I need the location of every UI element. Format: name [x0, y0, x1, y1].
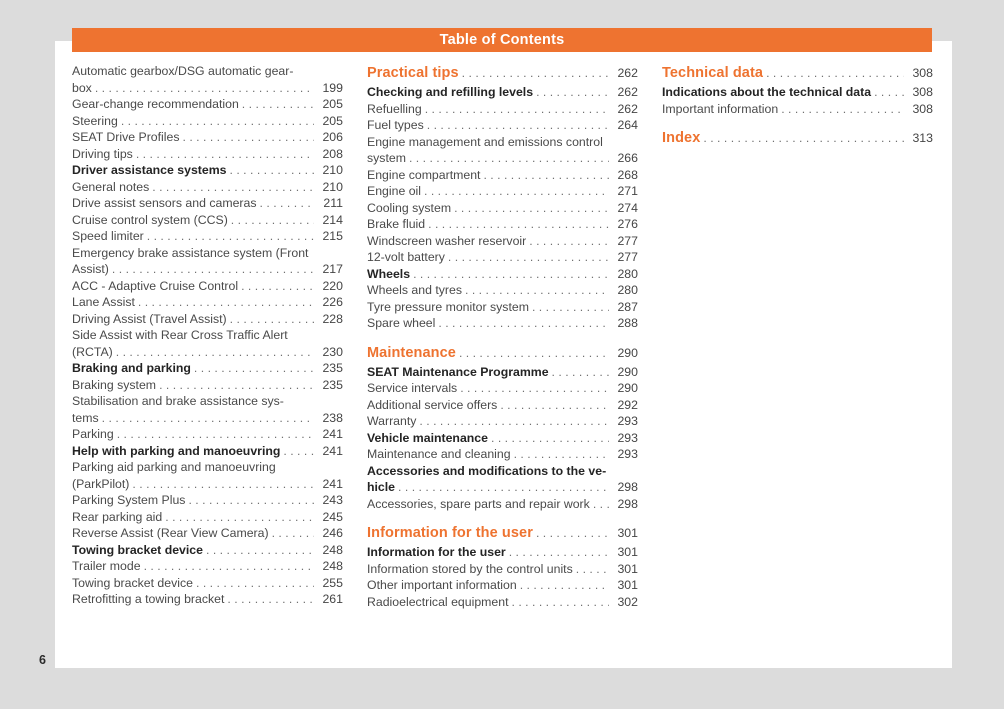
dot-leader [576, 561, 609, 578]
toc-entry-page-number: 264 [617, 118, 638, 132]
toc-entry-page-number: 302 [617, 594, 638, 609]
dot-leader [196, 575, 314, 592]
toc-entry [367, 430, 638, 447]
toc-entry [72, 459, 343, 492]
toc-entry-label: Braking system [72, 377, 157, 392]
toc-entry-label: Towing bracket device [72, 542, 203, 557]
dot-leader [427, 117, 609, 134]
toc-entry [367, 249, 638, 266]
toc-entry-page-number: 301 [617, 526, 638, 540]
toc-entry-label: Accessories, spare parts and repair work [367, 496, 590, 511]
toc-entry-label: Drive assist sensors and cameras [72, 196, 257, 210]
dot-leader [144, 558, 314, 575]
toc-entry-page-number: 226 [322, 295, 343, 309]
toc-entry [367, 397, 638, 414]
toc-entry-label: Assist) [72, 262, 109, 276]
toc-entry [367, 200, 638, 217]
toc-entry [72, 542, 343, 559]
toc-entry [72, 575, 343, 592]
toc-entry-page-number: 262 [617, 101, 638, 116]
toc-entry [367, 544, 638, 561]
dot-leader [102, 410, 314, 427]
toc-entry-label: Checking and refilling levels [367, 85, 534, 99]
toc-entry-label: SEAT Maintenance Programme [367, 364, 549, 379]
toc-header-bar [72, 28, 932, 52]
toc-entry-label: Index [662, 130, 701, 146]
page-number: 6 [39, 653, 46, 667]
toc-entry [72, 179, 343, 196]
toc-entry-label: Braking and parking [72, 361, 191, 375]
toc-entry-label: Driving tips [72, 146, 133, 161]
toc-entry-page-number: 248 [322, 542, 343, 557]
toc-entry-label: Parking [72, 427, 114, 441]
toc-entry-label: Lane Assist [72, 295, 135, 309]
toc-entry-page-number: 271 [617, 184, 638, 198]
toc-entry-page-number: 243 [322, 493, 343, 507]
toc-entry [367, 216, 638, 233]
dot-leader [121, 113, 314, 130]
dot-leader [242, 96, 314, 113]
toc-entry [72, 129, 343, 146]
toc-entry [367, 315, 638, 332]
toc-entry-page-number: 298 [617, 496, 638, 511]
toc-entry-label: Wheels [367, 266, 411, 281]
dot-leader [398, 479, 609, 496]
toc-entry [367, 167, 638, 184]
toc-entry [72, 245, 343, 278]
toc-entry [367, 413, 638, 430]
toc-entry-label: 12-volt battery [367, 250, 445, 264]
toc-section-heading [662, 63, 933, 84]
toc-entry [662, 84, 933, 101]
toc-entry-label: Towing bracket device [72, 575, 193, 590]
toc-section-heading [367, 63, 638, 84]
toc-column-2 [367, 63, 638, 610]
toc-entry-label: Speed limiter [72, 229, 144, 243]
toc-column-1 [72, 63, 343, 608]
toc-entry-label: system [367, 151, 406, 165]
toc-entry-label-line1: Emergency brake assistance system (Front [72, 245, 309, 260]
toc-entry [72, 327, 343, 360]
toc-entry-label: Important information [662, 101, 779, 116]
toc-entry [367, 233, 638, 250]
dot-leader [159, 377, 314, 394]
dot-leader [230, 311, 314, 328]
toc-entry [72, 360, 343, 377]
dot-leader [529, 233, 609, 250]
dot-leader [283, 443, 314, 460]
toc-entry-page-number: 280 [617, 283, 638, 297]
toc-entry [367, 84, 638, 101]
dot-leader [514, 446, 609, 463]
dot-leader [703, 128, 904, 149]
toc-entry-page-number: 308 [912, 85, 933, 99]
toc-entry [72, 195, 343, 212]
dot-leader [491, 430, 609, 447]
toc-entry [72, 509, 343, 526]
toc-entry-page-number: 280 [617, 266, 638, 281]
toc-entry-page-number: 266 [617, 151, 638, 165]
toc-entry-label: Technical data [662, 65, 764, 81]
toc-entry-page-number: 241 [322, 443, 343, 458]
toc-entry-label: Help with parking and manoeuvring [72, 443, 281, 458]
dot-leader [552, 364, 609, 381]
dot-leader [509, 544, 609, 561]
dot-leader [460, 380, 609, 397]
dot-leader [116, 344, 314, 361]
toc-entry [72, 492, 343, 509]
toc-entry-label-line1: Automatic gearbox/DSG automatic gear- [72, 64, 294, 78]
toc-entry-label: SEAT Drive Profiles [72, 130, 180, 144]
toc-entry-label: hicle [367, 480, 396, 494]
dot-leader [136, 146, 314, 163]
toc-entry [367, 561, 638, 578]
toc-entry-label: Brake fluid [367, 217, 426, 231]
toc-entry-page-number: 268 [617, 167, 638, 182]
toc-entry-page-number: 293 [617, 414, 638, 428]
toc-entry-page-number: 210 [322, 163, 343, 177]
toc-entry [367, 577, 638, 594]
toc-entry-page-number: 205 [322, 113, 343, 128]
toc-entry [72, 228, 343, 245]
toc-entry [367, 364, 638, 381]
toc-entry-page-number: 245 [322, 509, 343, 524]
toc-entry-label: Other important information [367, 578, 517, 592]
toc-entry-page-number: 238 [322, 410, 343, 425]
toc-entry-page-number: 290 [617, 345, 638, 360]
dot-leader [117, 426, 314, 443]
toc-entry-label: Engine oil [367, 184, 422, 198]
toc-entry-label: Driver assistance systems [72, 163, 227, 177]
toc-entry-page-number: 208 [322, 146, 343, 161]
toc-entry [367, 266, 638, 283]
toc-entry-label: Spare wheel [367, 316, 436, 330]
toc-entry-label: Reverse Assist (Rear View Camera) [72, 526, 269, 540]
toc-entry-page-number: 199 [322, 80, 343, 95]
toc-entry-page-number: 287 [617, 299, 638, 314]
dot-leader [165, 509, 314, 526]
dot-leader [409, 150, 609, 167]
toc-entry [72, 393, 343, 426]
dot-leader [260, 195, 314, 212]
dot-leader [520, 577, 609, 594]
toc-entry [367, 101, 638, 118]
toc-entry-label: Refuelling [367, 101, 422, 116]
toc-entry-label: Rear parking aid [72, 509, 163, 524]
toc-entry [72, 113, 343, 130]
toc-entry-label: Fuel types [367, 118, 424, 132]
toc-entry-page-number: 298 [617, 480, 638, 494]
dot-leader [454, 200, 609, 217]
toc-entry [367, 117, 638, 134]
toc-entry-page-number: 248 [322, 559, 343, 573]
toc-entry-label: Information for the user [367, 525, 533, 541]
dot-leader [147, 228, 314, 245]
toc-entry [662, 101, 933, 118]
toc-entry [72, 294, 343, 311]
dot-leader [532, 299, 609, 316]
toc-entry-page-number: 293 [617, 447, 638, 461]
toc-entry-label: tems [72, 410, 99, 425]
toc-entry-label: Driving Assist (Travel Assist) [72, 311, 227, 326]
toc-entry-page-number: 206 [322, 130, 343, 144]
toc-entry-label: Gear-change recommendation [72, 97, 239, 111]
dot-leader [438, 315, 609, 332]
toc-entry-page-number: 288 [617, 316, 638, 330]
toc-entry-page-number: 241 [322, 476, 343, 491]
toc-entry-page-number: 293 [617, 430, 638, 445]
toc-entry-label-line1: Engine management and emissions control [367, 134, 603, 149]
toc-entry-page-number: 276 [617, 217, 638, 231]
dot-leader [536, 84, 609, 101]
toc-entry-page-number: 220 [322, 278, 343, 293]
toc-entry-label-line1: Accessories and modifications to the ve- [367, 463, 607, 478]
toc-entry-label: Cooling system [367, 200, 452, 215]
toc-entry-label: Wheels and tyres [367, 283, 463, 297]
toc-entry-label: Tyre pressure monitor system [367, 299, 529, 314]
toc-entry-page-number: 228 [322, 311, 343, 326]
toc-entry [72, 311, 343, 328]
toc-entry-page-number: 313 [912, 131, 933, 145]
toc-entry-label: General notes [72, 179, 150, 194]
toc-entry-label: box [72, 80, 92, 95]
toc-entry-label: Trailer mode [72, 559, 141, 573]
toc-entry-label: Indications about the technical data [662, 85, 872, 99]
toc-entry-label: ACC - Adaptive Cruise Control [72, 278, 239, 293]
dot-leader [230, 162, 315, 179]
dot-leader [536, 523, 609, 544]
dot-leader [459, 343, 609, 364]
dot-leader [132, 476, 314, 493]
toc-entry-page-number: 301 [617, 578, 638, 592]
dot-leader [424, 183, 609, 200]
dot-leader [413, 266, 609, 283]
dot-leader [183, 129, 314, 146]
toc-entry-label: Vehicle maintenance [367, 430, 488, 445]
toc-entry-label: Information stored by the control units [367, 561, 573, 576]
toc-entry-page-number: 292 [617, 397, 638, 412]
toc-entry-page-number: 205 [322, 97, 343, 111]
toc-entry [72, 558, 343, 575]
toc-entry-page-number: 210 [322, 179, 343, 194]
dot-leader [272, 525, 314, 542]
toc-entry [72, 426, 343, 443]
toc-entry-page-number: 308 [912, 101, 933, 116]
toc-entry-page-number: 301 [617, 561, 638, 576]
toc-entry [367, 183, 638, 200]
toc-entry-page-number: 290 [617, 364, 638, 379]
toc-entry-label: Retrofitting a towing bracket [72, 592, 225, 606]
toc-entry-page-number: 246 [322, 526, 343, 540]
dot-leader [512, 594, 610, 611]
dot-leader [138, 294, 314, 311]
dot-leader [462, 63, 609, 84]
toc-entry-label: Service intervals [367, 381, 458, 395]
toc-entry-page-number: 274 [617, 200, 638, 215]
dot-leader [448, 249, 609, 266]
toc-entry-page-number: 217 [322, 262, 343, 276]
toc-entry-label-line1: Parking aid parking and manoeuvring [72, 460, 276, 474]
toc-entry [72, 591, 343, 608]
toc-entry [72, 525, 343, 542]
dot-leader [231, 212, 314, 229]
dot-leader [419, 413, 609, 430]
toc-entry-label-line1: Side Assist with Rear Cross Traffic Alert [72, 328, 288, 342]
toc-entry-label-line1: Stabilisation and brake assistance sys- [72, 394, 284, 408]
dot-leader [428, 216, 609, 233]
toc-entry [72, 278, 343, 295]
dot-leader [500, 397, 609, 414]
toc-entry-label: Maintenance and cleaning [367, 447, 511, 461]
dot-leader [593, 496, 609, 513]
toc-entry-page-number: 277 [617, 233, 638, 248]
toc-title: Table of Contents [439, 32, 565, 48]
toc-entry-page-number: 290 [617, 381, 638, 395]
toc-entry [367, 282, 638, 299]
dot-leader [206, 542, 314, 559]
toc-entry [367, 446, 638, 463]
toc-entry-page-number: 255 [322, 575, 343, 590]
toc-entry-page-number: 211 [323, 196, 343, 210]
toc-section-heading [367, 343, 638, 364]
dot-leader [112, 261, 314, 278]
toc-entry-label: Information for the user [367, 545, 506, 559]
toc-entry-page-number: 241 [322, 427, 343, 441]
toc-entry [72, 212, 343, 229]
toc-entry-label: (ParkPilot) [72, 476, 130, 491]
toc-entry-page-number: 235 [322, 377, 343, 392]
toc-entry-label: (RCTA) [72, 344, 113, 359]
dot-leader [766, 63, 904, 84]
toc-section-heading [367, 523, 638, 544]
toc-column-3 [662, 63, 933, 149]
toc-entry [72, 377, 343, 394]
toc-entry [367, 594, 638, 611]
toc-section-heading [662, 128, 933, 149]
toc-entry-page-number: 215 [322, 229, 343, 243]
toc-entry [367, 496, 638, 513]
toc-entry-label: Cruise control system (CCS) [72, 212, 228, 227]
toc-entry-page-number: 277 [617, 250, 638, 264]
dot-leader [874, 84, 904, 101]
toc-entry-label: Maintenance [367, 344, 456, 361]
toc-entry [72, 443, 343, 460]
toc-entry-page-number: 261 [322, 592, 343, 606]
toc-entry-page-number: 262 [617, 66, 638, 80]
toc-entry [367, 463, 638, 496]
toc-entry [72, 162, 343, 179]
dot-leader [194, 360, 314, 377]
toc-entry [367, 380, 638, 397]
toc-entry-label: Practical tips [367, 65, 459, 81]
toc-entry-label: Windscreen washer reservoir [367, 233, 527, 248]
toc-entry-page-number: 235 [322, 361, 343, 375]
toc-entry-page-number: 308 [912, 66, 933, 80]
dot-leader [95, 80, 314, 97]
dot-leader [188, 492, 314, 509]
toc-entry [72, 63, 343, 96]
toc-entry-page-number: 262 [617, 85, 638, 99]
toc-entry-label: Engine compartment [367, 167, 481, 182]
toc-entry-label: Steering [72, 113, 118, 128]
toc-entry [72, 96, 343, 113]
toc-entry [367, 299, 638, 316]
dot-leader [152, 179, 314, 196]
dot-leader [241, 278, 314, 295]
dot-leader [425, 101, 609, 118]
dot-leader [483, 167, 609, 184]
toc-entry-label: Radioelectrical equipment [367, 594, 509, 609]
toc-entry-label: Parking System Plus [72, 493, 186, 507]
dot-leader [465, 282, 609, 299]
dot-leader [781, 101, 904, 118]
toc-entry-page-number: 230 [322, 344, 343, 359]
toc-entry-page-number: 301 [617, 545, 638, 559]
toc-entry [72, 146, 343, 163]
toc-entry-label: Warranty [367, 414, 417, 428]
dot-leader [227, 591, 314, 608]
toc-entry-page-number: 214 [322, 212, 343, 227]
toc-entry-label: Additional service offers [367, 397, 498, 412]
toc-entry [367, 134, 638, 167]
